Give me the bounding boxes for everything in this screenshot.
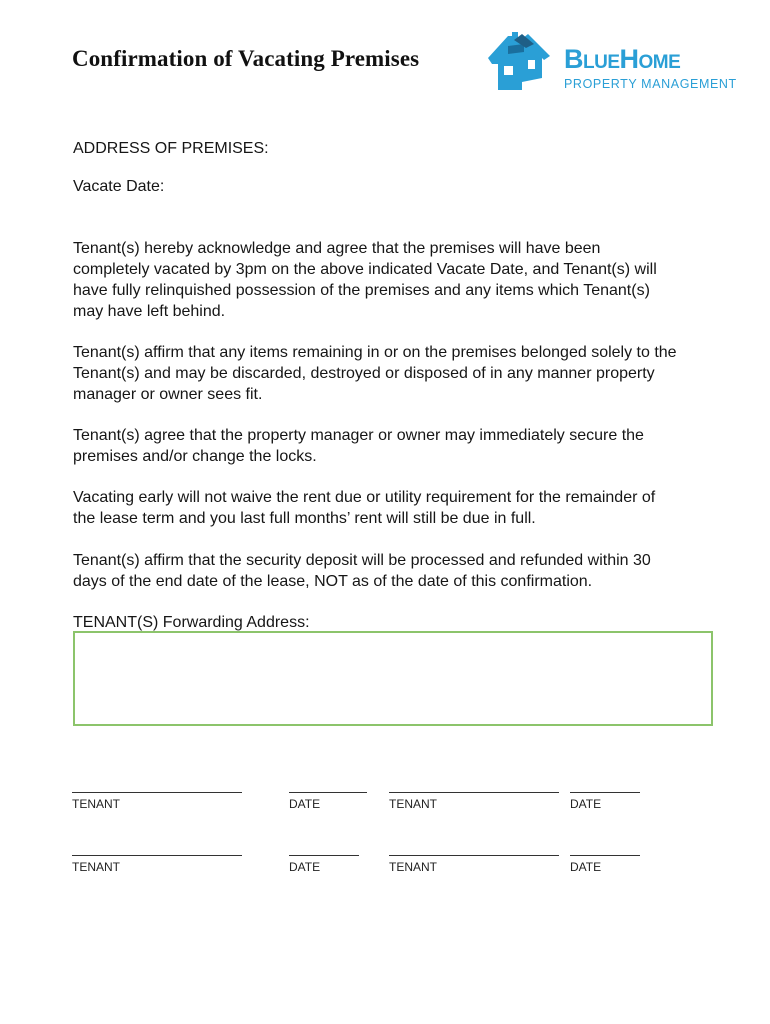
tenant-label: TENANT [389, 860, 437, 874]
signature-line [289, 855, 359, 856]
forwarding-address-field[interactable] [73, 631, 713, 726]
signature-line [389, 792, 559, 793]
vacate-date-label: Vacate Date: [73, 178, 165, 195]
paragraph-line: have fully relinquished possession of the premises and any items which Tenant(s) [73, 282, 650, 299]
paragraph-line: completely vacated by 3pm on the above indicated Vacate Date, and Tenant(s) will [73, 261, 657, 278]
paragraph-line: Tenant(s) affirm that the security deposit will be processed and refunded within 30 [73, 552, 651, 569]
brand-name: BlueHome [564, 44, 681, 74]
paragraph-rent [73, 487, 753, 529]
paragraph-items [73, 342, 753, 405]
company-logo [484, 30, 744, 100]
forwarding-address-label: TENANT(S) Forwarding Address: [73, 614, 310, 631]
paragraph-line: Tenant(s) and may be discarded, destroyed or disposed of in any manner property [73, 365, 655, 382]
paragraph-locks [73, 425, 753, 467]
tenant-label: TENANT [72, 797, 120, 811]
signature-line [570, 792, 640, 793]
tenant-label: TENANT [72, 860, 120, 874]
paragraph-deposit [73, 550, 753, 592]
paragraph-line: Tenant(s) affirm that any items remaining in or on the premises belonged solely to the [73, 344, 677, 361]
paragraph-line: manager or owner sees fit. [73, 386, 263, 403]
tenant-label: TENANT [389, 797, 437, 811]
signature-line [289, 792, 367, 793]
paragraph-line: Vacating early will not waive the rent due or utility requirement for the remainder of [73, 489, 656, 506]
signature-line [389, 855, 559, 856]
signature-line [72, 855, 242, 856]
signature-line [570, 855, 640, 856]
signature-line [72, 792, 242, 793]
paragraph-line: days of the end date of the lease, NOT as of the date of this confirmation. [73, 573, 593, 590]
house-icon [484, 30, 552, 94]
brand-subtitle: PROPERTY MANAGEMENT [564, 77, 737, 91]
paragraph-line: Tenant(s) agree that the property manager or owner may immediately secure the [73, 427, 644, 444]
paragraph-line: the lease term and you last full months’ rent will still be due in full. [73, 510, 536, 527]
date-label: DATE [570, 860, 602, 874]
document-title: Confirmation of Vacating Premises [72, 46, 420, 71]
date-label: DATE [570, 797, 602, 811]
paragraph-line: Tenant(s) hereby acknowledge and agree that the premises will have been [73, 240, 601, 257]
paragraph-acknowledge [73, 238, 753, 322]
paragraph-line: premises and/or change the locks. [73, 448, 317, 465]
date-label: DATE [289, 797, 321, 811]
date-label: DATE [289, 860, 321, 874]
address-label: ADDRESS OF PREMISES: [73, 140, 269, 157]
paragraph-line: may have left behind. [73, 303, 226, 320]
